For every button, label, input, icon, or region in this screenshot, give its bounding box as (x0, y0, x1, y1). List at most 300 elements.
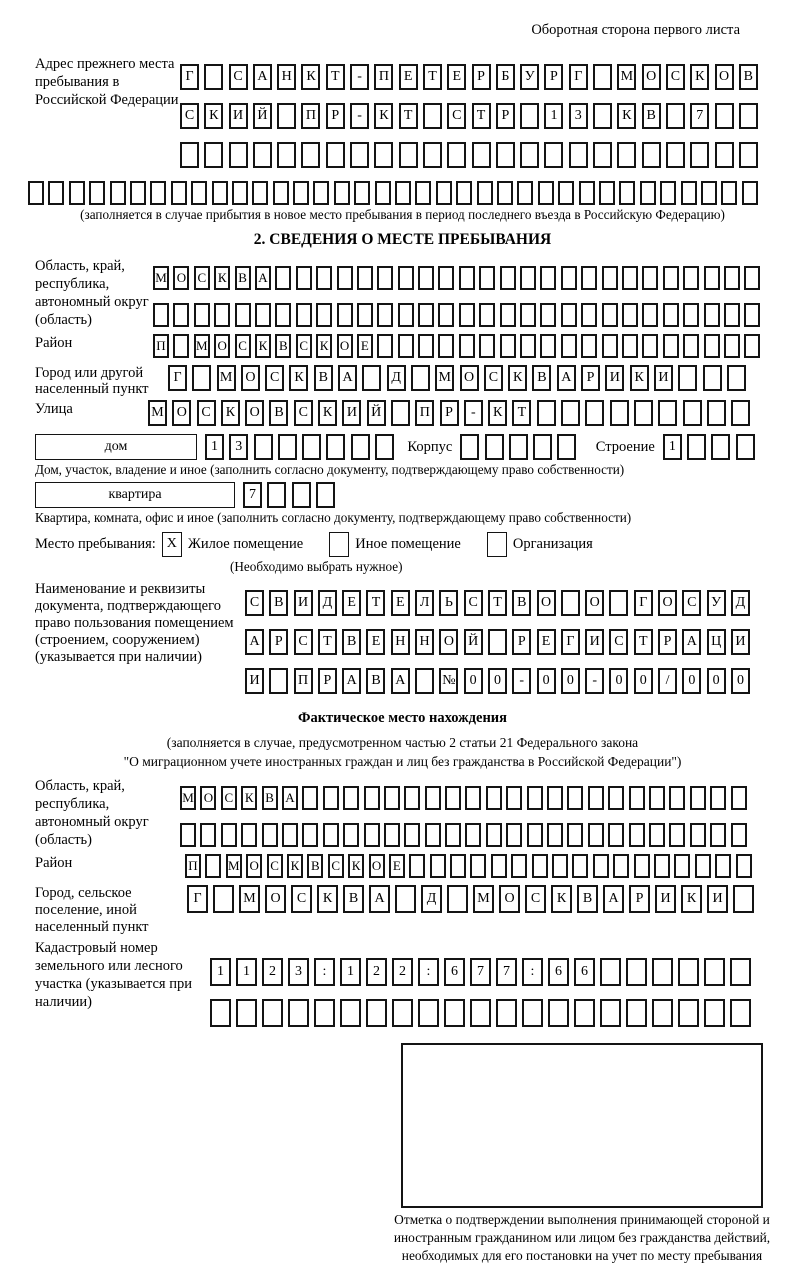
char-cell[interactable] (666, 142, 685, 168)
char-cell[interactable]: М (148, 400, 167, 426)
char-cell[interactable]: С (294, 629, 313, 655)
char-cell[interactable] (205, 854, 221, 878)
char-cell[interactable] (450, 854, 466, 878)
char-cell[interactable]: М (217, 365, 236, 391)
char-cell[interactable] (730, 958, 751, 986)
char-cell[interactable] (447, 885, 468, 913)
char-cell[interactable]: - (512, 668, 531, 694)
char-cell[interactable] (392, 999, 413, 1027)
char-cell[interactable]: И (707, 885, 728, 913)
char-cell[interactable]: Е (391, 590, 410, 616)
char-cell[interactable]: 7 (470, 958, 491, 986)
char-cell[interactable] (465, 823, 481, 847)
char-cell[interactable] (520, 303, 536, 327)
char-cell[interactable] (377, 266, 393, 290)
char-cell[interactable] (485, 434, 504, 460)
char-cell[interactable]: 0 (682, 668, 701, 694)
char-cell[interactable] (377, 334, 393, 358)
char-cell[interactable]: Н (277, 64, 296, 90)
char-cell[interactable] (459, 303, 475, 327)
char-cell[interactable]: Г (180, 64, 199, 90)
char-cell[interactable]: И (585, 629, 604, 655)
char-cell[interactable]: 0 (707, 668, 726, 694)
char-cell[interactable] (683, 303, 699, 327)
char-cell[interactable] (704, 266, 720, 290)
char-cell[interactable]: Д (387, 365, 406, 391)
char-cell[interactable]: Л (415, 590, 434, 616)
char-cell[interactable]: А (338, 365, 357, 391)
char-cell[interactable]: Г (187, 885, 208, 913)
char-cell[interactable] (622, 334, 638, 358)
char-cell[interactable] (395, 885, 416, 913)
char-cell[interactable]: 6 (574, 958, 595, 986)
char-cell[interactable] (540, 334, 556, 358)
char-cell[interactable]: А (245, 629, 264, 655)
char-cell[interactable] (479, 266, 495, 290)
checkbox-other-premises[interactable] (329, 532, 349, 557)
char-cell[interactable] (384, 786, 400, 810)
char-cell[interactable]: Г (569, 64, 588, 90)
char-cell[interactable] (210, 999, 231, 1027)
char-cell[interactable] (593, 142, 612, 168)
char-cell[interactable]: О (245, 400, 264, 426)
char-cell[interactable] (173, 303, 189, 327)
char-cell[interactable] (581, 303, 597, 327)
char-cell[interactable] (445, 823, 461, 847)
char-cell[interactable] (695, 854, 711, 878)
char-cell[interactable] (399, 142, 418, 168)
char-cell[interactable]: 6 (444, 958, 465, 986)
char-cell[interactable]: К (317, 885, 338, 913)
char-cell[interactable]: В (577, 885, 598, 913)
char-cell[interactable] (374, 142, 393, 168)
char-cell[interactable]: С (291, 885, 312, 913)
char-cell[interactable] (301, 142, 320, 168)
char-cell[interactable]: И (294, 590, 313, 616)
char-cell[interactable] (447, 142, 466, 168)
char-cell[interactable] (191, 181, 207, 205)
char-cell[interactable]: М (617, 64, 636, 90)
char-cell[interactable]: С (265, 365, 284, 391)
char-cell[interactable] (477, 181, 493, 205)
char-cell[interactable] (509, 434, 528, 460)
char-cell[interactable] (663, 303, 679, 327)
char-cell[interactable]: Р (544, 64, 563, 90)
char-cell[interactable]: О (265, 885, 286, 913)
char-cell[interactable]: 2 (262, 958, 283, 986)
char-cell[interactable]: К (630, 365, 649, 391)
char-cell[interactable] (540, 266, 556, 290)
char-cell[interactable] (567, 786, 583, 810)
char-cell[interactable] (561, 400, 580, 426)
char-cell[interactable]: К (204, 103, 223, 129)
char-cell[interactable] (634, 854, 650, 878)
char-cell[interactable] (710, 823, 726, 847)
char-cell[interactable] (744, 334, 760, 358)
char-cell[interactable] (669, 786, 685, 810)
char-cell[interactable]: Ц (707, 629, 726, 655)
char-cell[interactable] (500, 303, 516, 327)
char-cell[interactable]: 0 (634, 668, 653, 694)
char-cell[interactable]: С (245, 590, 264, 616)
char-cell[interactable]: Т (472, 103, 491, 129)
char-cell[interactable]: Т (423, 64, 442, 90)
char-cell[interactable]: С (525, 885, 546, 913)
char-cell[interactable]: Р (581, 365, 600, 391)
char-cell[interactable] (626, 958, 647, 986)
char-cell[interactable]: В (269, 590, 288, 616)
char-cell[interactable]: 2 (366, 958, 387, 986)
char-cell[interactable] (619, 181, 635, 205)
char-cell[interactable] (730, 999, 751, 1027)
char-cell[interactable] (269, 668, 288, 694)
char-cell[interactable] (302, 823, 318, 847)
char-cell[interactable] (292, 482, 311, 508)
char-cell[interactable]: Д (731, 590, 750, 616)
char-cell[interactable]: Б (496, 64, 515, 90)
char-cell[interactable] (544, 142, 563, 168)
char-cell[interactable]: М (180, 786, 196, 810)
char-cell[interactable] (496, 142, 515, 168)
char-cell[interactable]: Е (342, 590, 361, 616)
char-cell[interactable] (642, 303, 658, 327)
char-cell[interactable]: С (447, 103, 466, 129)
char-cell[interactable]: И (342, 400, 361, 426)
char-cell[interactable] (724, 334, 740, 358)
char-cell[interactable] (593, 854, 609, 878)
char-cell[interactable]: 0 (537, 668, 556, 694)
char-cell[interactable] (561, 303, 577, 327)
char-cell[interactable]: В (314, 365, 333, 391)
char-cell[interactable] (588, 823, 604, 847)
char-cell[interactable] (540, 303, 556, 327)
char-cell[interactable]: Т (326, 64, 345, 90)
char-cell[interactable]: О (241, 365, 260, 391)
char-cell[interactable]: С (221, 786, 237, 810)
char-cell[interactable] (48, 181, 64, 205)
char-cell[interactable] (254, 434, 273, 460)
char-cell[interactable] (337, 266, 353, 290)
char-cell[interactable]: К (289, 365, 308, 391)
char-cell[interactable] (236, 999, 257, 1027)
char-cell[interactable]: М (239, 885, 260, 913)
char-cell[interactable]: - (464, 400, 483, 426)
char-cell[interactable] (602, 303, 618, 327)
char-cell[interactable]: А (255, 266, 271, 290)
char-cell[interactable] (221, 823, 237, 847)
char-cell[interactable]: 1 (205, 434, 224, 460)
char-cell[interactable] (511, 854, 527, 878)
checkbox-residential[interactable]: X (162, 532, 182, 557)
char-cell[interactable] (340, 999, 361, 1027)
char-cell[interactable] (255, 303, 271, 327)
char-cell[interactable] (690, 786, 706, 810)
char-cell[interactable]: К (551, 885, 572, 913)
char-cell[interactable] (235, 303, 251, 327)
char-cell[interactable] (602, 334, 618, 358)
char-cell[interactable]: К (318, 400, 337, 426)
char-cell[interactable]: Г (634, 590, 653, 616)
char-cell[interactable] (323, 786, 339, 810)
char-cell[interactable] (506, 823, 522, 847)
char-cell[interactable] (192, 365, 211, 391)
char-cell[interactable] (600, 958, 621, 986)
char-cell[interactable] (418, 999, 439, 1027)
char-cell[interactable] (384, 823, 400, 847)
char-cell[interactable] (465, 786, 481, 810)
char-cell[interactable] (690, 142, 709, 168)
char-cell[interactable] (293, 181, 309, 205)
char-cell[interactable] (180, 823, 196, 847)
char-cell[interactable] (438, 334, 454, 358)
char-cell[interactable] (486, 786, 502, 810)
char-cell[interactable] (642, 266, 658, 290)
char-cell[interactable]: 7 (496, 958, 517, 986)
char-cell[interactable]: К (690, 64, 709, 90)
char-cell[interactable] (681, 181, 697, 205)
char-cell[interactable] (617, 142, 636, 168)
char-cell[interactable] (629, 823, 645, 847)
char-cell[interactable]: Р (326, 103, 345, 129)
char-cell[interactable] (533, 434, 552, 460)
char-cell[interactable] (343, 823, 359, 847)
char-cell[interactable]: П (185, 854, 201, 878)
char-cell[interactable]: В (235, 266, 251, 290)
char-cell[interactable]: О (200, 786, 216, 810)
char-cell[interactable]: И (654, 365, 673, 391)
char-cell[interactable]: 2 (392, 958, 413, 986)
char-cell[interactable] (364, 823, 380, 847)
char-cell[interactable] (678, 999, 699, 1027)
char-cell[interactable] (357, 266, 373, 290)
char-cell[interactable]: В (343, 885, 364, 913)
char-cell[interactable] (522, 999, 543, 1027)
char-cell[interactable]: А (391, 668, 410, 694)
char-cell[interactable] (561, 266, 577, 290)
char-cell[interactable]: М (194, 334, 210, 358)
char-cell[interactable]: С (484, 365, 503, 391)
char-cell[interactable] (423, 142, 442, 168)
char-cell[interactable] (572, 854, 588, 878)
char-cell[interactable]: 1 (210, 958, 231, 986)
char-cell[interactable]: Е (447, 64, 466, 90)
char-cell[interactable] (520, 142, 539, 168)
char-cell[interactable] (357, 303, 373, 327)
char-cell[interactable] (391, 400, 410, 426)
char-cell[interactable]: П (294, 668, 313, 694)
char-cell[interactable] (343, 786, 359, 810)
char-cell[interactable]: П (301, 103, 320, 129)
char-cell[interactable] (532, 854, 548, 878)
char-cell[interactable] (652, 999, 673, 1027)
char-cell[interactable] (520, 266, 536, 290)
char-cell[interactable] (275, 303, 291, 327)
char-cell[interactable]: Й (253, 103, 272, 129)
char-cell[interactable] (711, 434, 730, 460)
char-cell[interactable] (652, 958, 673, 986)
char-cell[interactable] (649, 786, 665, 810)
char-cell[interactable] (302, 434, 321, 460)
char-cell[interactable] (362, 365, 381, 391)
char-cell[interactable] (351, 434, 370, 460)
char-cell[interactable] (622, 303, 638, 327)
char-cell[interactable] (316, 266, 332, 290)
char-cell[interactable] (282, 823, 298, 847)
char-cell[interactable]: О (173, 266, 189, 290)
char-cell[interactable] (561, 334, 577, 358)
char-cell[interactable]: Р (629, 885, 650, 913)
char-cell[interactable]: С (328, 854, 344, 878)
char-cell[interactable] (253, 142, 272, 168)
char-cell[interactable] (547, 823, 563, 847)
char-cell[interactable] (642, 142, 661, 168)
char-cell[interactable] (710, 786, 726, 810)
char-cell[interactable]: Й (464, 629, 483, 655)
char-cell[interactable] (674, 854, 690, 878)
char-cell[interactable]: 0 (561, 668, 580, 694)
char-cell[interactable]: К (214, 266, 230, 290)
char-cell[interactable]: П (153, 334, 169, 358)
char-cell[interactable] (703, 365, 722, 391)
char-cell[interactable] (277, 103, 296, 129)
char-cell[interactable] (663, 334, 679, 358)
char-cell[interactable] (548, 999, 569, 1027)
char-cell[interactable]: Е (366, 629, 385, 655)
char-cell[interactable] (579, 181, 595, 205)
char-cell[interactable] (326, 434, 345, 460)
char-cell[interactable] (423, 103, 442, 129)
char-cell[interactable] (267, 482, 286, 508)
char-cell[interactable] (683, 266, 699, 290)
char-cell[interactable] (608, 823, 624, 847)
char-cell[interactable] (313, 181, 329, 205)
char-cell[interactable] (153, 303, 169, 327)
char-cell[interactable]: Н (415, 629, 434, 655)
char-cell[interactable] (204, 64, 223, 90)
char-cell[interactable] (395, 181, 411, 205)
char-cell[interactable] (561, 590, 580, 616)
char-cell[interactable] (744, 303, 760, 327)
char-cell[interactable]: С (609, 629, 628, 655)
char-cell[interactable] (739, 142, 758, 168)
char-cell[interactable] (28, 181, 44, 205)
char-cell[interactable] (375, 434, 394, 460)
char-cell[interactable] (497, 181, 513, 205)
char-cell[interactable]: А (282, 786, 298, 810)
char-cell[interactable]: Т (634, 629, 653, 655)
char-cell[interactable] (456, 181, 472, 205)
char-cell[interactable] (663, 266, 679, 290)
char-cell[interactable]: В (366, 668, 385, 694)
char-cell[interactable] (377, 303, 393, 327)
char-cell[interactable]: О (658, 590, 677, 616)
char-cell[interactable] (316, 303, 332, 327)
char-cell[interactable]: Т (399, 103, 418, 129)
char-cell[interactable]: О (585, 590, 604, 616)
char-cell[interactable] (296, 266, 312, 290)
char-cell[interactable]: О (642, 64, 661, 90)
char-cell[interactable]: В (262, 786, 278, 810)
char-cell[interactable]: - (585, 668, 604, 694)
char-cell[interactable]: В (307, 854, 323, 878)
char-cell[interactable]: О (537, 590, 556, 616)
apartment-type-field[interactable]: квартира (35, 482, 235, 508)
char-cell[interactable] (89, 181, 105, 205)
char-cell[interactable]: К (287, 854, 303, 878)
char-cell[interactable] (649, 823, 665, 847)
char-cell[interactable] (415, 668, 434, 694)
char-cell[interactable]: 1 (236, 958, 257, 986)
char-cell[interactable] (418, 303, 434, 327)
char-cell[interactable]: И (229, 103, 248, 129)
char-cell[interactable] (704, 958, 725, 986)
char-cell[interactable] (302, 786, 318, 810)
char-cell[interactable] (538, 181, 554, 205)
char-cell[interactable] (731, 786, 747, 810)
char-cell[interactable]: В (642, 103, 661, 129)
char-cell[interactable] (252, 181, 268, 205)
char-cell[interactable] (715, 103, 734, 129)
char-cell[interactable]: В (512, 590, 531, 616)
char-cell[interactable] (683, 400, 702, 426)
char-cell[interactable] (517, 181, 533, 205)
char-cell[interactable] (704, 303, 720, 327)
char-cell[interactable] (398, 334, 414, 358)
char-cell[interactable]: О (460, 365, 479, 391)
char-cell[interactable]: С (294, 400, 313, 426)
char-cell[interactable] (574, 999, 595, 1027)
char-cell[interactable]: Р (512, 629, 531, 655)
char-cell[interactable]: О (439, 629, 458, 655)
char-cell[interactable] (724, 266, 740, 290)
char-cell[interactable] (588, 786, 604, 810)
char-cell[interactable] (599, 181, 615, 205)
char-cell[interactable]: К (301, 64, 320, 90)
char-cell[interactable] (520, 334, 536, 358)
char-cell[interactable] (727, 365, 746, 391)
char-cell[interactable]: К (255, 334, 271, 358)
char-cell[interactable] (275, 266, 291, 290)
char-cell[interactable] (488, 629, 507, 655)
char-cell[interactable]: Н (391, 629, 410, 655)
char-cell[interactable] (69, 181, 85, 205)
char-cell[interactable] (520, 103, 539, 129)
char-cell[interactable] (715, 854, 731, 878)
char-cell[interactable]: Г (561, 629, 580, 655)
char-cell[interactable]: О (369, 854, 385, 878)
char-cell[interactable] (593, 103, 612, 129)
char-cell[interactable]: К (316, 334, 332, 358)
char-cell[interactable]: Г (168, 365, 187, 391)
char-cell[interactable] (733, 885, 754, 913)
char-cell[interactable]: А (682, 629, 701, 655)
char-cell[interactable]: Е (389, 854, 405, 878)
char-cell[interactable]: М (473, 885, 494, 913)
char-cell[interactable] (658, 400, 677, 426)
char-cell[interactable]: Т (512, 400, 531, 426)
char-cell[interactable] (337, 303, 353, 327)
char-cell[interactable] (736, 434, 755, 460)
char-cell[interactable]: И (731, 629, 750, 655)
char-cell[interactable]: 1 (544, 103, 563, 129)
char-cell[interactable] (418, 266, 434, 290)
char-cell[interactable]: К (617, 103, 636, 129)
char-cell[interactable] (715, 142, 734, 168)
char-cell[interactable]: Р (269, 629, 288, 655)
char-cell[interactable]: П (415, 400, 434, 426)
char-cell[interactable] (438, 266, 454, 290)
char-cell[interactable]: - (350, 64, 369, 90)
